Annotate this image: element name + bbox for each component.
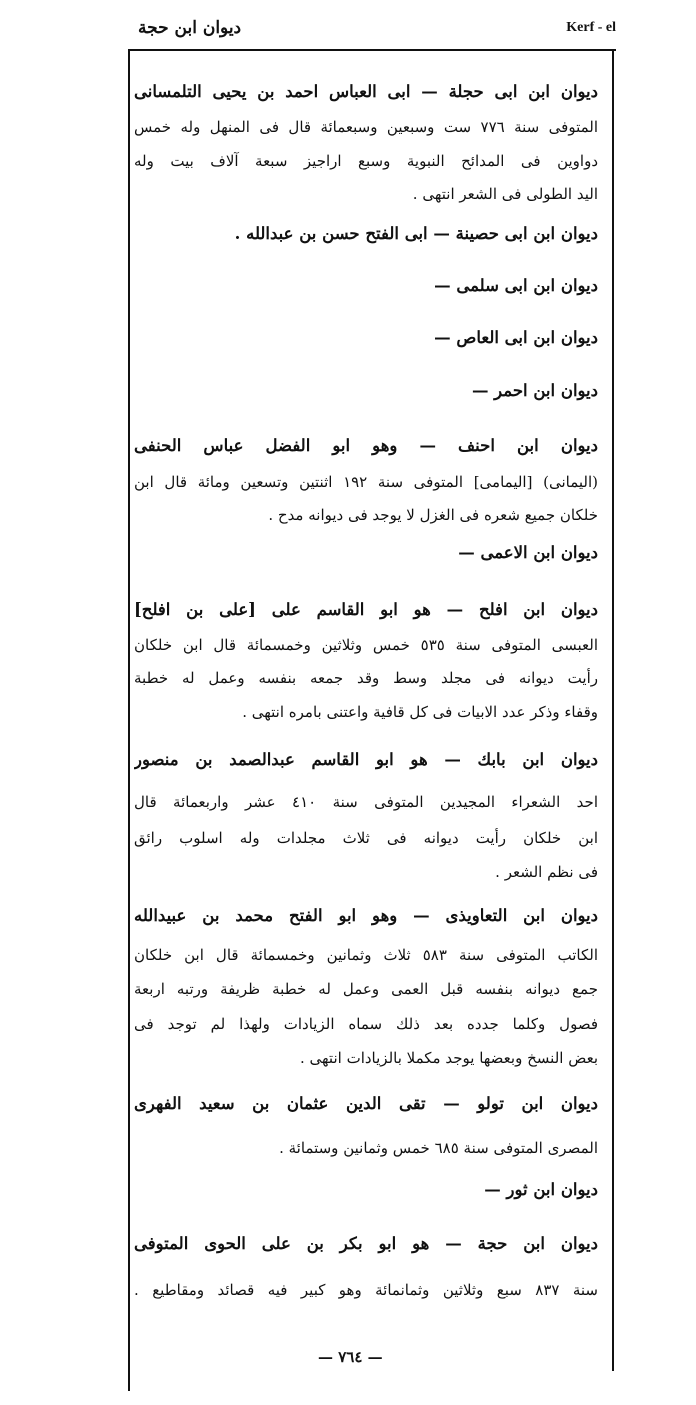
text-line: فصول وكلما جدده بعد ذلك سماه الزيادات ولهذا لم توجد فى [134,1015,598,1033]
header-reference: Kerf - el [566,20,616,35]
entry-heading-line: ديوان ابن احنف — وهو ابو الفضل عباس الحنفى [134,436,598,455]
entry-heading-line: ديوان ابن بابك — هو ابو القاسم عبدالصمد بن منصور [134,750,598,769]
text-line: جمع ديوانه بنفسه قبل العمى وعمل له خطبة ظريفة ورتبه اربعة [134,980,598,998]
right-margin-rule [612,51,614,1371]
text-line: وقفاء وذكر عدد الابيات فى كل قافية واعتنى بامره انتهى . [242,703,598,721]
entry-heading-line: ديوان ابن افلح — هو ابو القاسم على [على بن افلح] [134,600,598,619]
text-line: دواوين فى المدائح النبوية وسبع اراجيز سبعة آلاف بيت وله [134,152,598,170]
page-number: — ٧٦٤ — [318,1348,383,1366]
entry-heading-line: ديوان ابن ابى العاص — [434,328,598,347]
text-column [134,0,598,1405]
entry-heading-line: ديوان ابن تولو — تقى الدين عثمان بن سعيد الفهرى [134,1094,598,1113]
entry-heading-line: ديوان ابن ابى سلمى — [434,276,598,295]
text-line: (اليمانى) [اليمامى] المتوفى سنة ١٩٢ اثنتين وتسعين ومائة قال ابن [134,473,598,491]
text-line: فى نظم الشعر . [495,863,598,881]
entry-heading-line: ديوان ابن التعاويذى — وهو ابو الفتح محمد بن عبيدالله [134,906,598,925]
entry-heading-line: ديوان ابن ابى حجلة — ابى العباس احمد بن يحيى التلمسانى [134,82,598,101]
entry-heading-line: ديوان ابن ابى حصينة — ابى الفتح حسن بن عبدالله . [234,224,598,243]
entry-heading-line: ديوان ابن حجة — هو ابو بكر بن على الحوى المتوفى [134,1234,598,1253]
entry-heading-line: ديوان ابن احمر — [471,381,598,400]
header-title: ديوان ابن حجة [138,18,242,38]
text-line: اليد الطولى فى الشعر انتهى . [412,185,598,203]
text-line: الكاتب المتوفى سنة ٥٨٣ ثلاث وثمانين وخمسمائة قال ابن خلكان [134,946,598,964]
entry-heading-line: ديوان ابن الاعمى — [458,543,598,562]
left-margin-rule [128,51,130,1391]
text-line: المتوفى سنة ٧٧٦ ست وسبعين وسبعمائة قال فى المنهل وله خمس [134,118,598,136]
text-line: ابن خلكان رأيت ديوانه فى ثلاث مجلدات وله اسلوب رائق [134,829,598,847]
text-line: سنة ٨٣٧ سبع وثلاثين وثمانمائة وهو كبير فيه قصائد ومقاطيع . [134,1281,598,1299]
text-line: العبسى المتوفى سنة ٥٣٥ خمس وثلاثين وخمسمائة قال ابن خلكان [134,636,598,654]
text-line: بعض النسخ وبعضها يوجد مكملا بالزيادات انتهى . [299,1049,598,1067]
entry-heading-line: ديوان ابن ثور — [484,1180,598,1199]
text-line: رأيت ديوانه فى مجلد وسط وقد جمعه بنفسه وعمل له خطبة [134,669,598,687]
text-line: احد الشعراء المجيدين المتوفى سنة ٤١٠ عشر واربعمائة قال [134,793,598,811]
text-line: المصرى المتوفى سنة ٦٨٥ خمس وثمانين وستمائة . [279,1139,598,1157]
text-line: خلكان جميع شعره فى الغزل لا يوجد فى ديوانه مدح . [268,506,598,524]
